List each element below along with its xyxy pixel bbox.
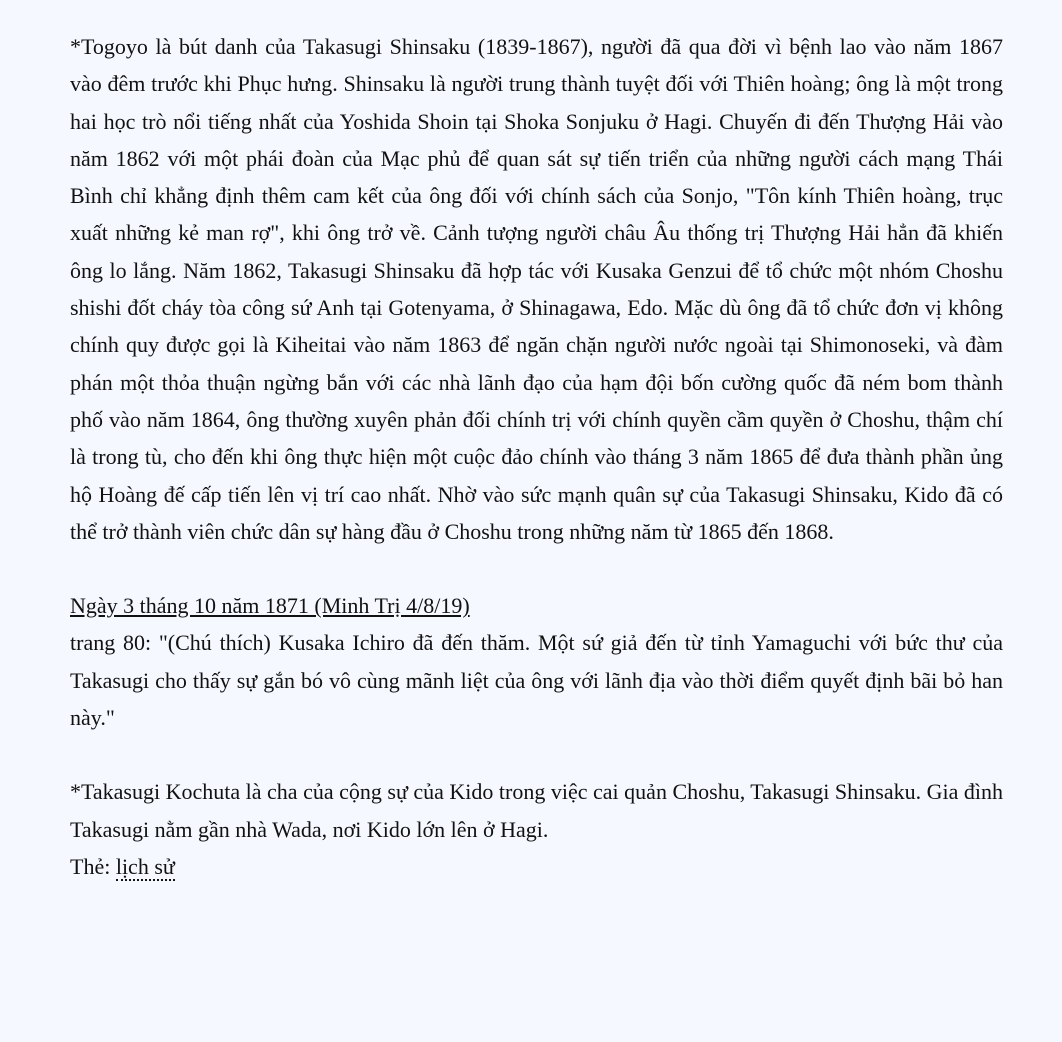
spacer xyxy=(70,736,1003,773)
footnote-togoyo: *Togoyo là bút danh của Takasugi Shinsaku (1839-1867), người đã qua đời vì bệnh lao vào năm 1867 vào đêm trước khi Phục hưng. Shinsaku là người trung thành tuyệt đối với Thiên hoàng; ông là một trong hai học trò nổi tiếng nhất của Yoshida Shoin tại Shoka Sonjuku ở Hagi. Chuyến đi đến Thượng Hải vào năm 1862 với một phái đoàn của Mạc phủ để quan sát sự tiến triển của những người cách mạng Thái Bình chỉ khẳng định thêm cam kết của ông đối với chính sách của Sonjo, "Tôn kính Thiên hoàng, trục xuất những kẻ man rợ", khi ông trở về. Cảnh tượng người châu Âu thống trị Thượng Hải hẳn đã khiến ông lo lắng. Năm 1862, Takasugi Shinsaku đã hợp tác với Kusaka Genzui để tổ chức một nhóm Choshu shishi đốt cháy tòa công sứ Anh tại Gotenyama, ở Shinagawa, Edo. Mặc dù ông đã tổ chức đơn vị không chính quy được gọi là Kiheitai vào năm 1863 để ngăn chặn người nước ngoài tại Shimonoseki, và đàm phán một thỏa thuận ngừng bắn với các nhà lãnh đạo của hạm đội bốn cường quốc đã ném bom thành phố vào năm 1864, ông thường xuyên phản đối chính trị với chính quyền cầm quyền ở Choshu, thậm chí là trong tù, cho đến khi ông thực hiện một cuộc đảo chính vào tháng 3 năm 1865 để đưa thành phần ủng hộ Hoàng đế cấp tiến lên vị trí cao nhất. Nhờ vào sức mạnh quân sự của Takasugi Shinsaku, Kido đã có thể trở thành viên chức dân sự hàng đầu ở Choshu trong những năm từ 1865 đến 1868. xyxy=(70,34,1003,544)
entry-text: trang 80: "(Chú thích) Kusaka Ichiro đã đến thăm. Một sứ giả đến từ tỉnh Yamaguchi với bức thư của Takasugi cho thấy sự gắn bó vô cùng mãnh liệt của ông với lãnh địa vào thời điểm quyết định bãi bỏ han này." xyxy=(70,630,1003,731)
date-heading xyxy=(70,587,1003,624)
tags-row xyxy=(70,848,1003,885)
entry-date: Ngày 3 tháng 10 năm 1871 (Minh Trị 4/8/19) xyxy=(70,593,470,619)
document-body xyxy=(70,28,1003,885)
tags-label: Thẻ: xyxy=(70,853,111,879)
footnote-kochuta: *Takasugi Kochuta là cha của cộng sự của Kido trong việc cai quản Choshu, Takasugi Shinsaku. Gia đình Takasugi nằm gần nhà Wada, nơi Kido lớn lên ở Hagi. xyxy=(70,779,1003,842)
tag-link-history[interactable]: lịch sử xyxy=(116,855,175,881)
spacer xyxy=(70,550,1003,587)
